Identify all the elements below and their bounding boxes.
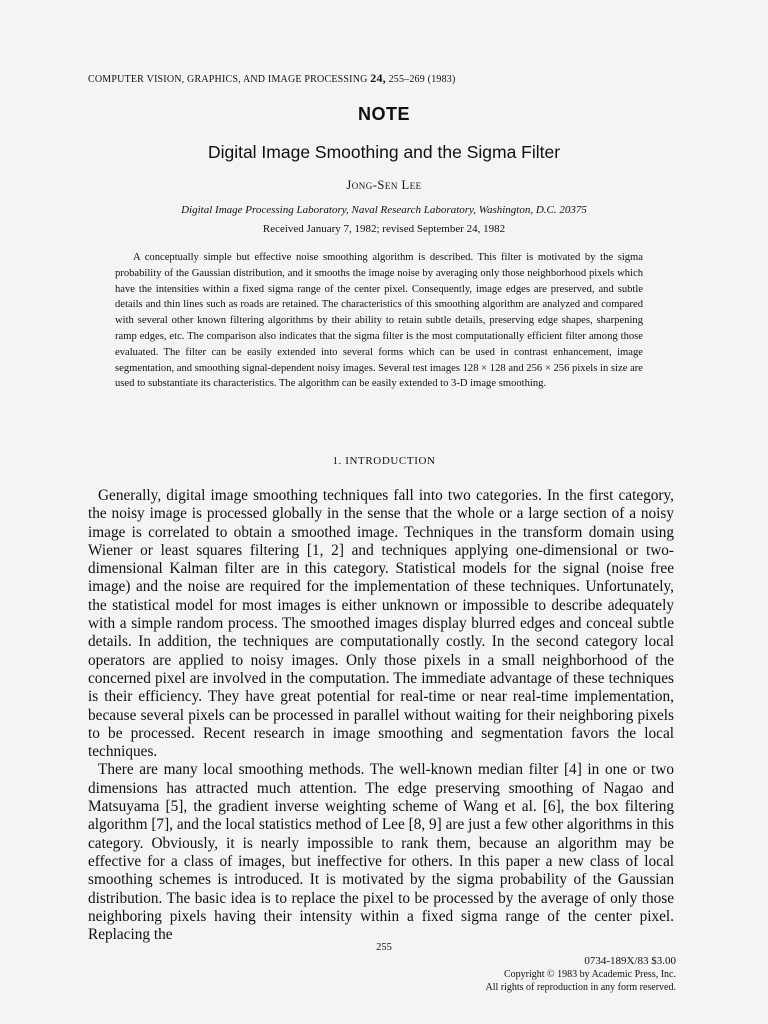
copyright-footer	[485, 955, 676, 994]
abstract: A conceptually simple but effective noise smoothing algorithm is described. This filter is motivated by the sigma probability of the Gaussian distribution, and it smooths the image noise by averaging only those neighborhood pixels which have the intensities within a fixed sigma range of the center pixel. Consequently, image edges are preserved, and subtle details and thin lines such as roads are retained. The characteristics of this smoothing algorithm are analyzed and compared with several other known filtering algorithms by their ability to retain subtle details, preserving edge shapes, sharpening ramp edges, etc. The comparison also indicates that the sigma filter is the most computationally efficient filter among those evaluated. The filter can be easily extended into several forms which can be used in contrast enhancement, image segmentation, and smoothing signal-dependent noisy images. Several test images 128 × 128 and 256 × 256 pixels in size are used to substantiate its characteristics. The algorithm can be easily extended to 3-D image smoothing.	[115, 252, 643, 390]
rights-line: All rights of reproduction in any form reserved.	[485, 982, 676, 993]
author-name: Jong-Sen Lee	[346, 178, 422, 192]
author-affiliation: Digital Image Processing Laboratory, Naval Research Laboratory, Washington, D.C. 20375	[181, 204, 587, 216]
copyright-line: Copyright © 1983 by Academic Press, Inc.	[503, 969, 676, 980]
section-heading-introduction: 1. INTRODUCTION	[332, 455, 436, 467]
journal-citation	[88, 71, 456, 86]
article-code: 0734-189X/83 $3.00	[584, 955, 676, 967]
journal-pages-year: 255–269 (1983)	[388, 74, 456, 85]
paragraph: Generally, digital image smoothing techniques fall into two categories. In the first category, the noisy image is processed globally in the sense that the whole or a large section of a noisy image is correlated to obtain a smoothed image. Techniques in the transform domain using Wiener or least squares filtering [1, 2] and techniques applying one-dimensional or two-dimensional Kalman filter are in this category. Statistical models for the signal (noise free image) and the noise are required for the implementation of these techniques. Unfortunately, the statistical model for most images is either unknown or impossible to describe adequately with a simple random process. The smoothed images display blurred edges and conceal subtle details. In addition, the techniques are computationally costly. In the second category local operators are applied to noisy images. Only those pixels in a small neighborhood of the concerned pixel are involved in the computation. The immediate advantage of these techniques is their efficiency. They have great potential for real-time or near real-time implementation, because several pixels can be processed in parallel without waiting for their neighboring pixels to be processed. Recent research in image smoothing and segmentation favors the local techniques.	[88, 487, 674, 761]
introduction-body	[88, 487, 674, 944]
paper-title: Digital Image Smoothing and the Sigma Filter	[207, 142, 561, 162]
note-label: NOTE	[357, 104, 410, 124]
journal-name: COMPUTER VISION, GRAPHICS, AND IMAGE PROCESSING	[88, 74, 368, 85]
page-number: 255	[376, 942, 392, 953]
journal-volume: 24,	[370, 71, 386, 85]
received-dates: Received January 7, 1982; revised September 24, 1982	[262, 223, 506, 235]
paragraph: There are many local smoothing methods. The well-known median filter [4] in one or two dimensions has attracted much attention. The edge preserving smoothing of Nagao and Matsuyama [5], the gradient inverse weighting scheme of Wang et al. [6], the box filtering algorithm [7], and the local statistics method of Lee [8, 9] are just a few other algorithms in this category. Obviously, it is nearly impossible to rank them, because an algorithm may be effective for a class of images, but ineffective for others. In this paper a new class of local smoothing schemes is introduced. It is motivated by the sigma probability of the Gaussian distribution. The basic idea is to replace the pixel to be processed by the average of only those neighboring pixels having their intensity within a fixed sigma range of the center pixel. Replacing the	[88, 761, 674, 944]
